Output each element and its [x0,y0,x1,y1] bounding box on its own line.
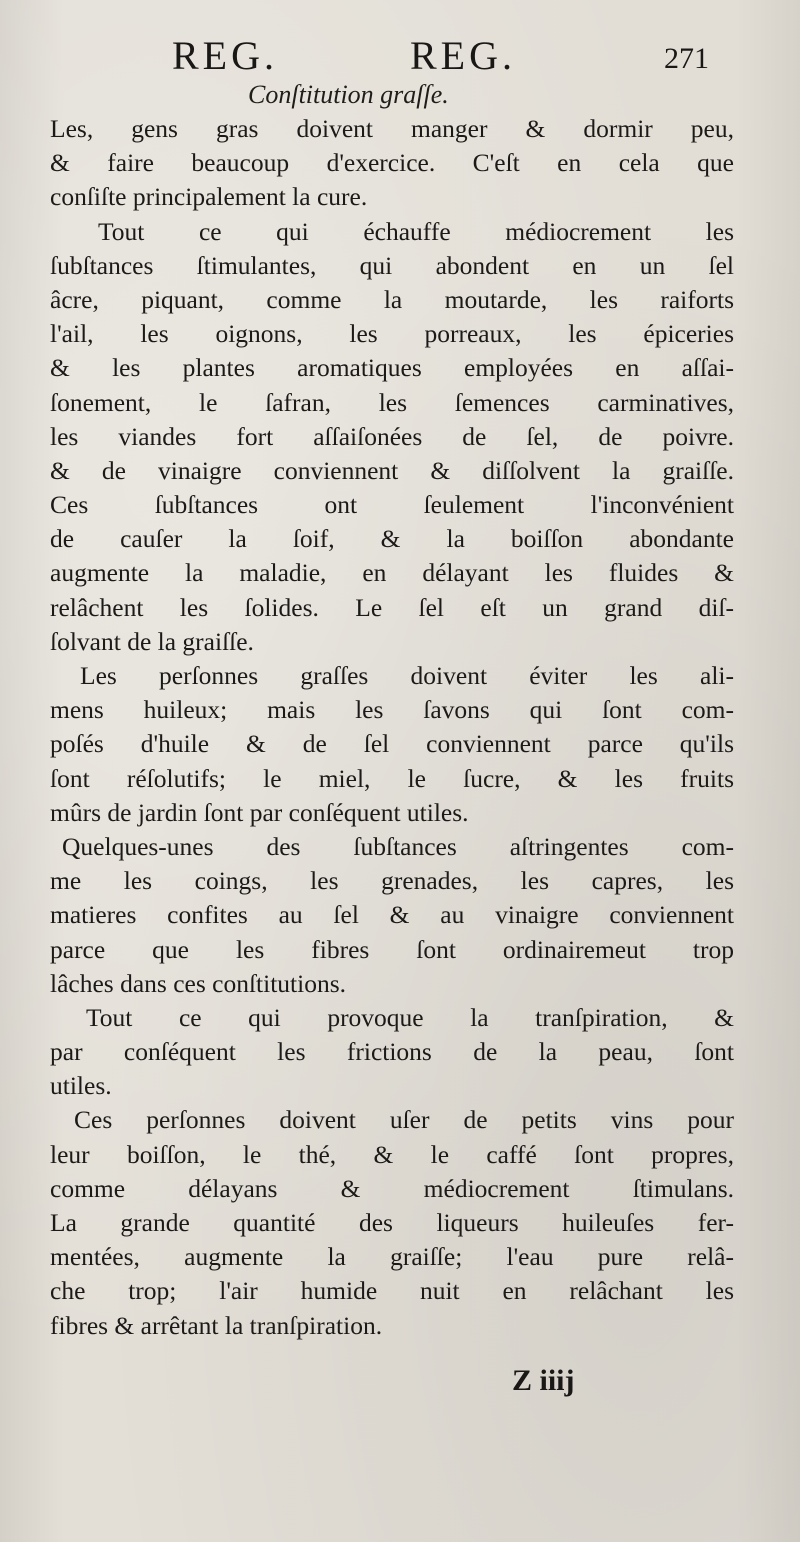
text-body [50,112,734,1343]
text-line: Ces ſubſtances ont ſeulement l'inconvénient [50,490,734,520]
text-line: Les perſonnes graſſes doivent éviter les ali- [80,661,734,690]
text-line: mentées, augmente la graiſſe; l'eau pure relâ- [50,1242,734,1272]
text-line: lâches dans ces conſtitutions. [50,968,347,998]
text-line: utiles. [50,1071,112,1101]
text-line: Les, gens gras doivent manger & dormir peu, [50,114,734,143]
paragraph-1 [50,112,734,215]
paragraph-5 [50,1001,734,1104]
text-line: comme délayans & médiocrement ſtimulans. [50,1173,734,1203]
text-line: poſés d'huile & de ſel conviennent parce qu'ils [50,729,734,759]
text-line: & de vinaigre conviennent & diſſolvent la graiſſe. [50,455,734,485]
text-line: âcre, piquant, comme la moutarde, les raiforts [50,284,734,314]
running-head-right: REG. [410,33,516,78]
text-line: ſolvant de la graiſſe. [50,626,254,656]
text-line: Quelques-unes des ſubſtances aſtringentes com- [62,831,734,861]
signature-mark: Z iiij [512,1364,575,1397]
section-subtitle: Conſtitution graſſe. [248,80,449,109]
text-line: me les coings, les grenades, les capres, les [50,866,734,896]
text-line: & faire beaucoup d'exercice. C'eſt en cela que [50,148,734,178]
text-line: ſonement, le ſafran, les ſemences carminatives, [50,387,734,417]
text-line: parce que les fibres ſont ordinairemeut trop [50,934,734,964]
text-line: par conſéquent les frictions de la peau, ſont [50,1037,734,1067]
text-line: mûrs de jardin ſont par conſéquent utiles. [50,797,469,827]
paragraph-4 [50,830,734,1001]
paragraph-3 [50,659,734,830]
text-line: ſubſtances ſtimulantes, qui abondent en un ſel [50,250,734,280]
text-line: conſiſte principalement la cure. [50,182,368,212]
text-line: l'ail, les oignons, les porreaux, les épiceries [50,319,734,349]
text-line: ſont réſolutifs; le miel, le ſucre, & les fruits [50,763,734,793]
text-line: Tout ce qui provoque la tranſpiration, & [86,1002,734,1032]
running-head-left: REG. [172,33,278,78]
text-line: de cauſer la ſoif, & la boiſſon abondante [50,524,734,554]
text-line: relâchent les ſolides. Le ſel eſt un grand diſ- [50,592,734,622]
running-header [0,26,800,86]
text-line: augmente la maladie, en délayant les fluides & [50,558,734,588]
page-number: 271 [664,42,709,75]
text-line: les viandes fort aſſaiſonées de ſel, de poivre. [50,421,734,451]
text-line: mens huileux; mais les ſavons qui ſont com- [50,695,734,725]
text-line: Ces perſonnes doivent uſer de petits vins pour [74,1105,734,1135]
text-line: leur boiſſon, le thé, & le caffé ſont propres, [50,1139,734,1169]
text-line: La grande quantité des liqueurs huileuſes fer- [50,1208,734,1237]
text-line: matieres confites au ſel & au vinaigre conviennent [50,900,734,930]
paragraph-2 [50,215,734,659]
text-line: che trop; l'air humide nuit en relâchant les [50,1276,734,1306]
text-line: & les plantes aromatiques employées en aſſai- [50,353,734,383]
text-line: Tout ce qui échauffe médiocrement les [98,216,734,246]
paragraph-6 [50,1103,734,1342]
text-line: fibres & arrêtant la tranſpiration. [50,1310,383,1340]
